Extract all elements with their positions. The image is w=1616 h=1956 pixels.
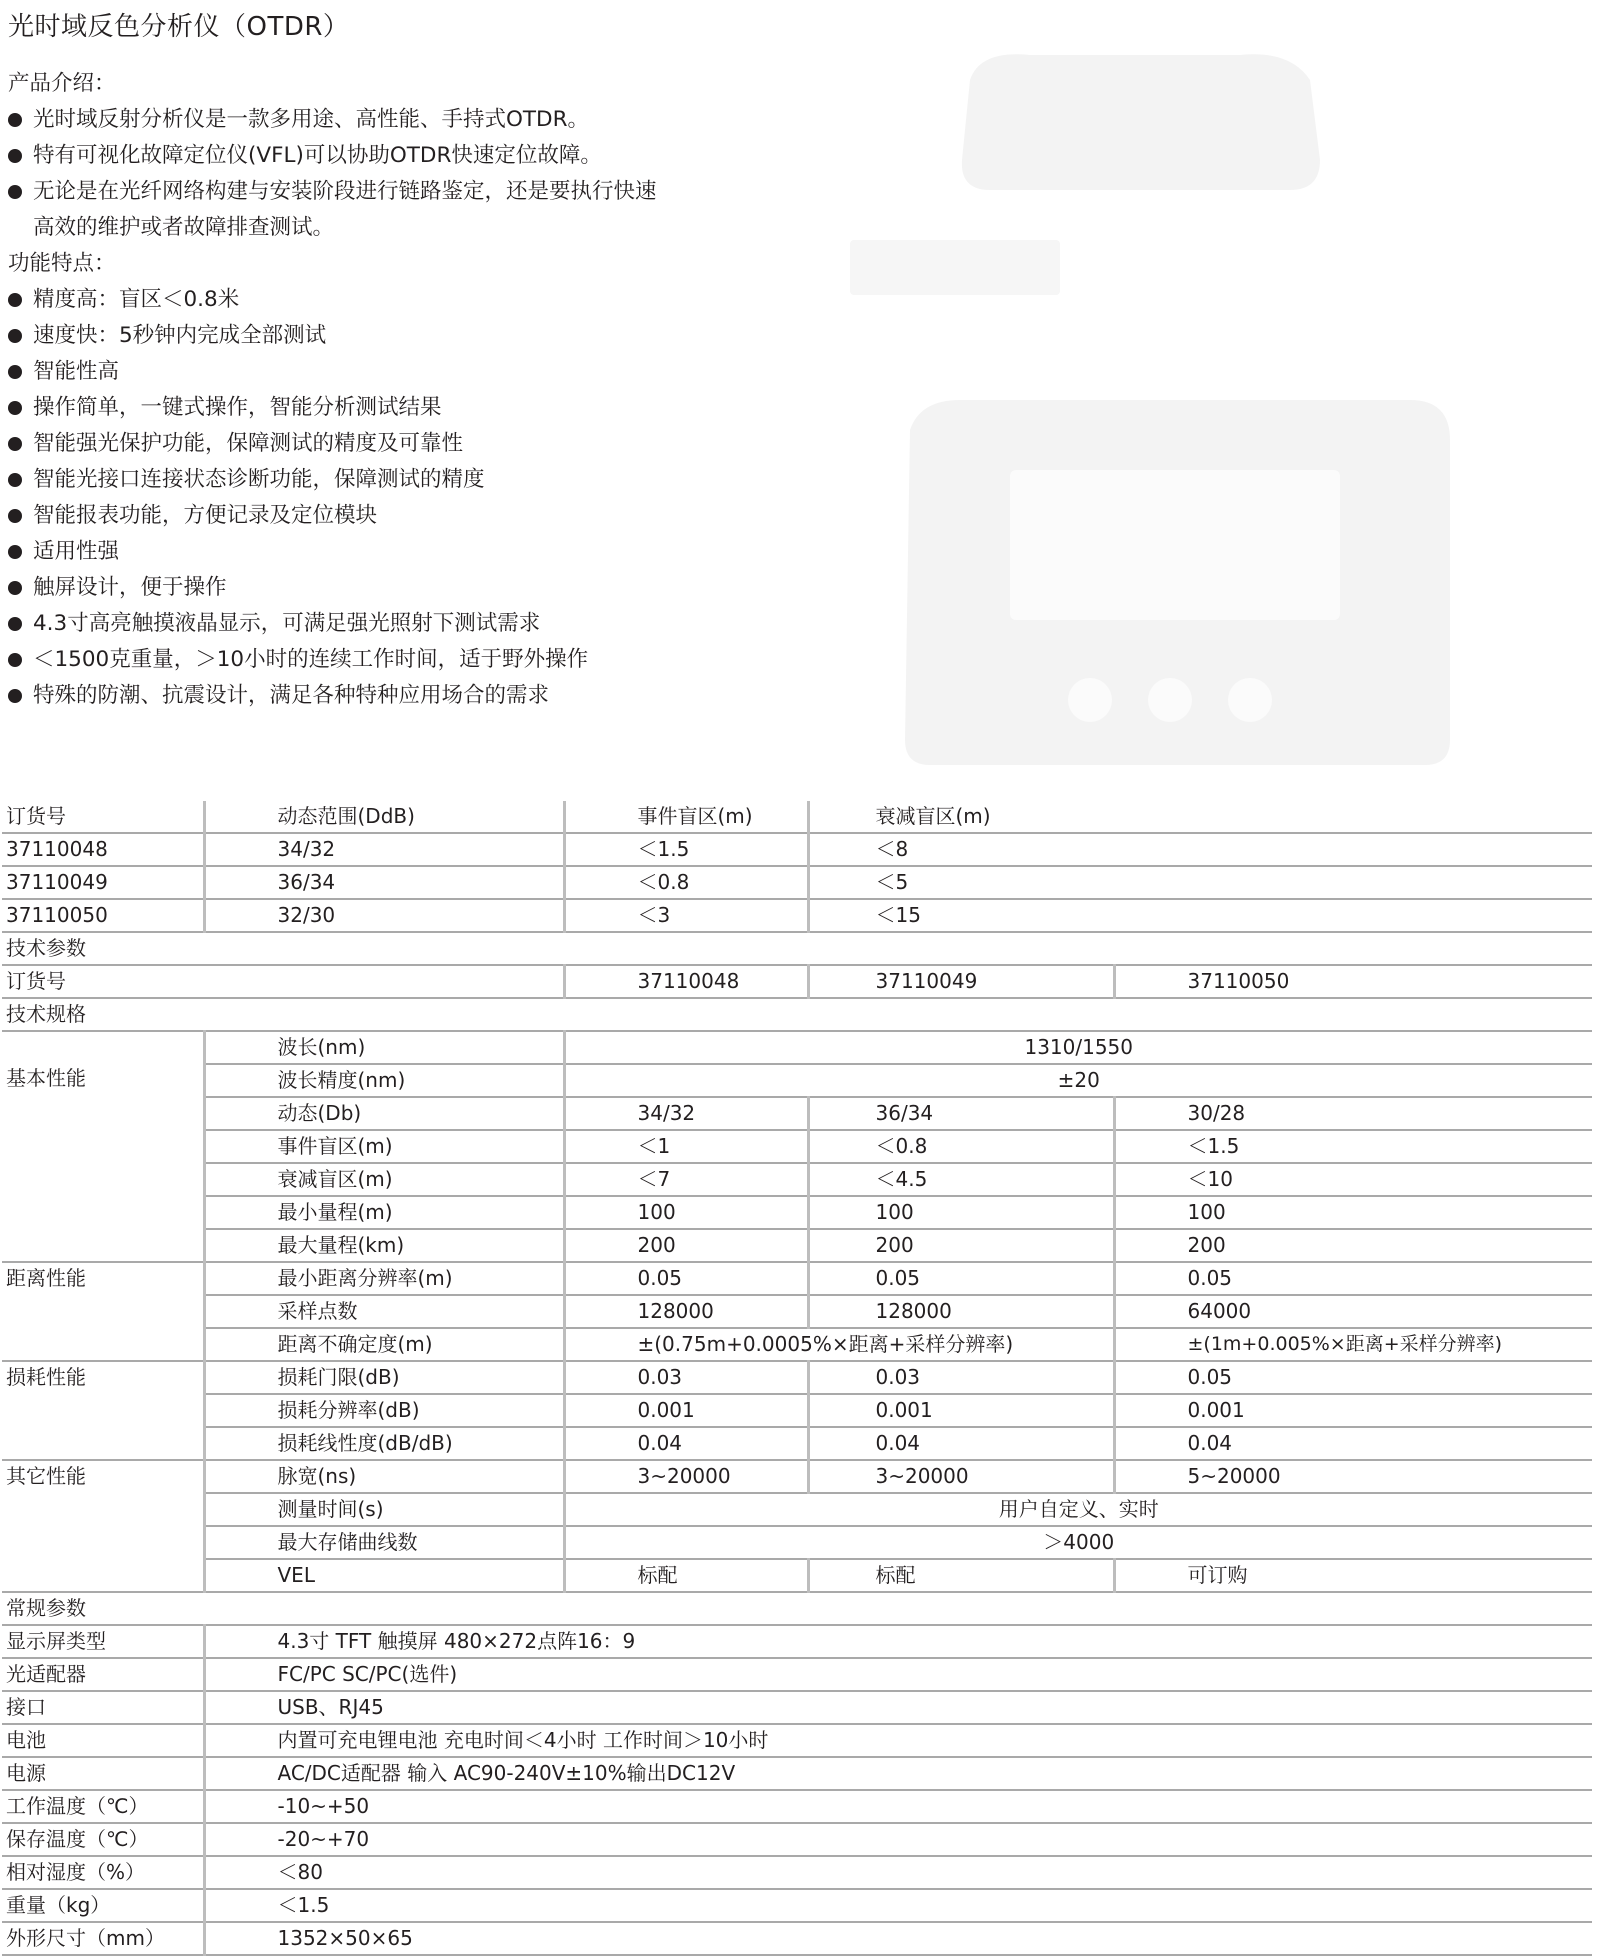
model-cell: 37110048 [564,965,808,998]
table-row [2,1427,1592,1460]
feature-item: 智能强光保护功能，保障测试的精度及可靠性 [8,426,908,462]
intro-item: 无论是在光纤网络构建与安装阶段进行链路鉴定，还是要执行快速 [8,174,908,210]
cell: 3~20000 [564,1460,808,1493]
feature-item: 触屏设计，便于操作 [8,570,908,606]
table-row [2,1130,1592,1163]
cell: 0.001 [808,1394,1114,1427]
cell: 0.05 [1114,1262,1592,1295]
row-label: 动态(Db) [204,1097,564,1130]
table-row [2,1295,1592,1328]
table-row [2,1889,1592,1922]
cell: 1352×50×65 [204,1922,1592,1955]
empty-cell [1114,801,1592,833]
row-label: 波长(nm) [204,1031,564,1064]
cell: ＜15 [808,899,1114,932]
table-row [2,1724,1592,1757]
cell: 37110050 [2,899,204,932]
row-label: 波长精度(nm) [204,1064,564,1097]
section-row [2,932,1592,965]
row-label: 事件盲区(m) [204,1130,564,1163]
cell: AC/DC适配器 输入 AC90-240V±10%输出DC12V [204,1757,1592,1790]
table-row [2,1361,1592,1394]
intro-heading: 产品介绍： [8,71,116,96]
section-label: 技术参数 [2,932,1592,965]
empty-cell [1114,866,1592,899]
cell: 200 [1114,1229,1592,1262]
cell: 内置可充电锂电池 充电时间＜4小时 工作时间＞10小时 [204,1724,1592,1757]
cell: ＜1.5 [564,833,808,866]
cell: 30/28 [1114,1097,1592,1130]
table-row [2,899,1592,932]
cell: 64000 [1114,1295,1592,1328]
cell: 0.001 [564,1394,808,1427]
section-row [2,998,1592,1031]
group-label: 距离性能 [2,1262,204,1361]
cell: ＜7 [564,1163,808,1196]
row-label: 电源 [2,1757,204,1790]
row-label: 工作温度（℃） [2,1790,204,1823]
cell: 200 [808,1229,1114,1262]
cell: 0.04 [808,1427,1114,1460]
feature-item: 精度高：盲区＜0.8米 [8,282,908,318]
group-label: 其它性能 [2,1460,204,1592]
cell: 100 [808,1196,1114,1229]
row-label: 最小量程(m) [204,1196,564,1229]
page-title: 光时域反色分析仪（OTDR） [8,12,350,42]
cell: 用户自定义、实时 [564,1493,1592,1526]
cell: 0.05 [1114,1361,1592,1394]
table-row [2,1328,1592,1361]
cell: 可订购 [1114,1559,1592,1592]
row-label: 损耗门限(dB) [204,1361,564,1394]
cell: 200 [564,1229,808,1262]
feature-item: 特殊的防潮、抗震设计，满足各种特种应用场合的需求 [8,678,908,714]
table-row [2,1196,1592,1229]
row-label: 保存温度（℃） [2,1823,204,1856]
row-label: 重量（kg） [2,1889,204,1922]
cell: ±(1m+0.005%×距离+采样分辨率) [1114,1328,1592,1361]
table-row [2,1757,1592,1790]
table-row [2,1031,1592,1064]
cell: ＞4000 [564,1526,1592,1559]
model-cell: 37110049 [808,965,1114,998]
cell: ＜8 [808,833,1114,866]
row-label: 衰减盲区(m) [204,1163,564,1196]
cell: ±20 [564,1064,1592,1097]
intro-section [8,66,908,714]
table-row [2,1856,1592,1889]
table-row [2,1658,1592,1691]
table-row [2,1229,1592,1262]
section-row [2,1592,1592,1625]
header-cell: 事件盲区(m) [564,801,808,833]
table-row [2,1922,1592,1955]
row-label: 测量时间(s) [204,1493,564,1526]
cell: 5~20000 [1114,1460,1592,1493]
row-label: 显示屏类型 [2,1625,204,1658]
intro-item: 光时域反射分析仪是一款多用途、高性能、手持式OTDR。 [8,102,908,138]
cell: -20~+70 [204,1823,1592,1856]
group-label: 基本性能 [2,1031,204,1262]
table-row [2,1064,1592,1097]
cell: 0.05 [808,1262,1114,1295]
cell: 标配 [564,1559,808,1592]
feature-item: 智能报表功能，方便记录及定位模块 [8,498,908,534]
table-row [2,1691,1592,1724]
cell: ＜4.5 [808,1163,1114,1196]
spec-table [2,801,1592,1956]
cell: 3~20000 [808,1460,1114,1493]
cell: 34/32 [204,833,564,866]
cell: 37110048 [2,833,204,866]
table-row [2,1460,1592,1493]
cell: 0.001 [1114,1394,1592,1427]
empty-cell [1114,833,1592,866]
table-row [2,1262,1592,1295]
feature-item: 操作简单，一键式操作，智能分析测试结果 [8,390,908,426]
cell: FC/PC SC/PC(选件) [204,1658,1592,1691]
section-label: 技术规格 [2,998,1592,1031]
table-header-row [2,801,1592,833]
row-label: 最大量程(km) [204,1229,564,1262]
table-row [2,1625,1592,1658]
cell: 37110049 [2,866,204,899]
cell: 100 [1114,1196,1592,1229]
cell: ＜3 [564,899,808,932]
table-row [2,1526,1592,1559]
table-row [2,1790,1592,1823]
cell: 34/32 [564,1097,808,1130]
feature-item: 智能光接口连接状态诊断功能，保障测试的精度 [8,462,908,498]
order-label: 订货号 [2,965,564,998]
cell: -10~+50 [204,1790,1592,1823]
row-label: 采样点数 [204,1295,564,1328]
cell: ＜80 [204,1856,1592,1889]
model-cell: 37110050 [1114,965,1592,998]
cell: ＜0.8 [564,866,808,899]
row-label: 接口 [2,1691,204,1724]
table-row [2,866,1592,899]
model-row [2,965,1592,998]
empty-cell [1114,899,1592,932]
table-row [2,1823,1592,1856]
cell: 128000 [808,1295,1114,1328]
row-label: 损耗分辨率(dB) [204,1394,564,1427]
cell: 36/34 [808,1097,1114,1130]
cell: 128000 [564,1295,808,1328]
features-heading: 功能特点： [8,251,116,276]
cell: ＜5 [808,866,1114,899]
row-label: 损耗线性度(dB/dB) [204,1427,564,1460]
cell: 36/34 [204,866,564,899]
feature-item: ＜1500克重量，＞10小时的连续工作时间，适于野外操作 [8,642,908,678]
cell: ＜1 [564,1130,808,1163]
cell: 标配 [808,1559,1114,1592]
cell: 32/30 [204,899,564,932]
table-row [2,1163,1592,1196]
section-label: 常规参数 [2,1592,1592,1625]
row-label: 光适配器 [2,1658,204,1691]
cell: ±(0.75m+0.0005%×距离+采样分辨率) [564,1328,1114,1361]
row-label: 距离不确定度(m) [204,1328,564,1361]
intro-item-continued: 高效的维护或者故障排查测试。 [33,215,335,240]
intro-item: 特有可视化故障定位仪(VFL)可以协助OTDR快速定位故障。 [8,138,908,174]
row-label: 最大存储曲线数 [204,1526,564,1559]
header-cell: 动态范围(DdB) [204,801,564,833]
row-label: 最小距离分辨率(m) [204,1262,564,1295]
cell: 0.05 [564,1262,808,1295]
header-cell: 衰减盲区(m) [808,801,1114,833]
table-row [2,833,1592,866]
header-cell: 订货号 [2,801,204,833]
cell: ＜1.5 [1114,1130,1592,1163]
row-label: 外形尺寸（mm） [2,1922,204,1955]
product-photo [850,40,1570,780]
feature-item: 适用性强 [8,534,908,570]
feature-item: 速度快：5秒钟内完成全部测试 [8,318,908,354]
cell: 100 [564,1196,808,1229]
table-row [2,1559,1592,1592]
cell: 0.04 [1114,1427,1592,1460]
row-label: VEL [204,1559,564,1592]
cell: 0.03 [564,1361,808,1394]
row-label: 电池 [2,1724,204,1757]
table-row [2,1097,1592,1130]
cell: ＜0.8 [808,1130,1114,1163]
feature-item: 智能性高 [8,354,908,390]
row-label: 相对湿度（%） [2,1856,204,1889]
cell: 4.3寸 TFT 触摸屏 480×272点阵16：9 [204,1625,1592,1658]
table-row [2,1493,1592,1526]
cell: ＜1.5 [204,1889,1592,1922]
cell: 0.04 [564,1427,808,1460]
group-label: 损耗性能 [2,1361,204,1460]
feature-item: 4.3寸高亮触摸液晶显示，可满足强光照射下测试需求 [8,606,908,642]
row-label: 脉宽(ns) [204,1460,564,1493]
cell: ＜10 [1114,1163,1592,1196]
cell: 0.03 [808,1361,1114,1394]
cell: USB、RJ45 [204,1691,1592,1724]
table-row [2,1394,1592,1427]
cell: 1310/1550 [564,1031,1592,1064]
